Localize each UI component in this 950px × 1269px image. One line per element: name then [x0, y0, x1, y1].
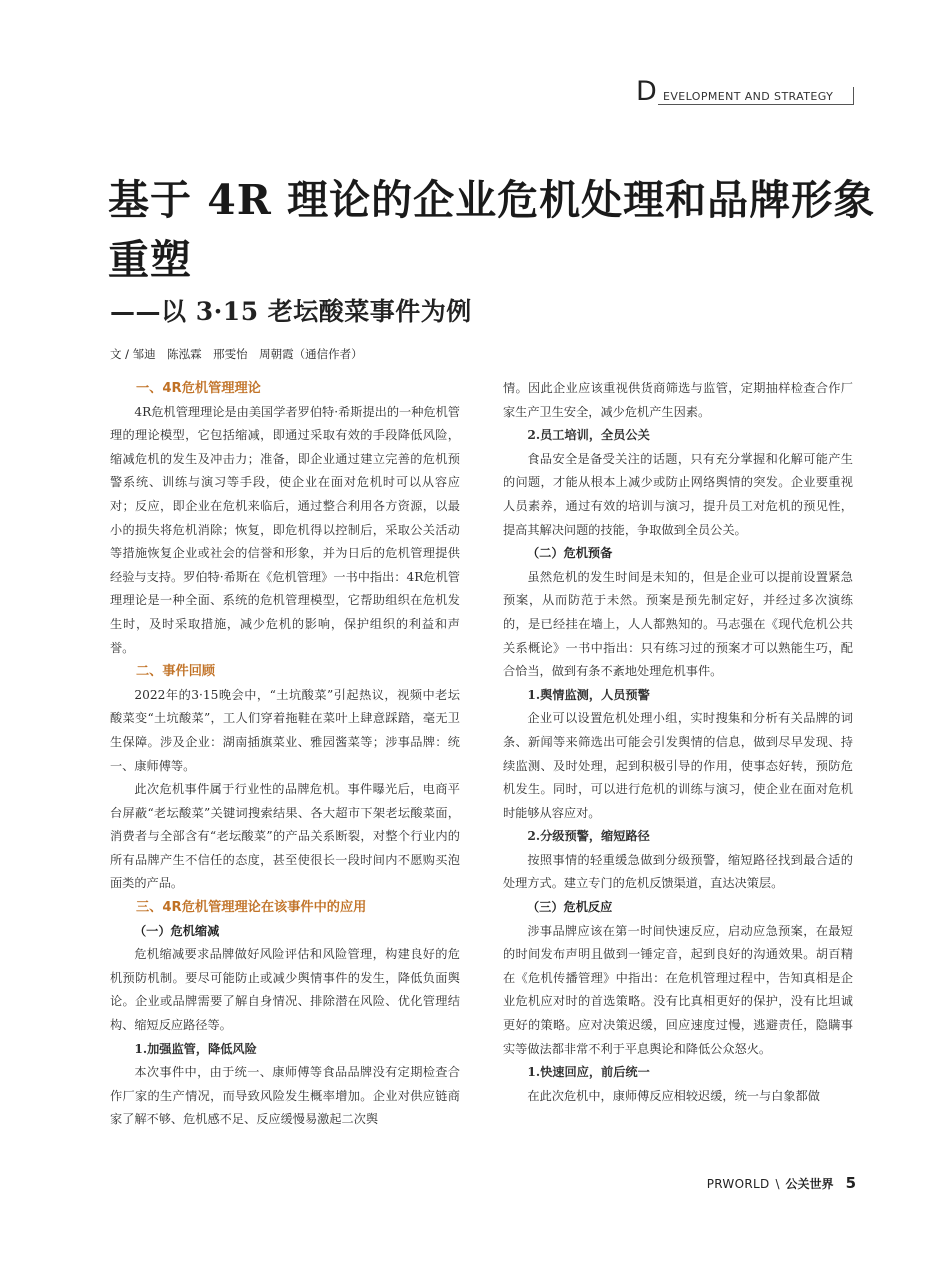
article-title: 基于 4R 理论的企业危机处理和品牌形象重塑	[108, 176, 876, 284]
paragraph: 企业可以设置危机处理小组，实时搜集和分析有关品牌的词条、新闻等来筛选出可能会引发舆情的信息，做到尽早发现、持续监测、及时处理，起到积极引导的作用，使事态好转，预防危机发生。同时，可以进行危机的训练与演习，使企业在面对危机时能够从容应对。	[503, 711, 853, 820]
point-heading: 2.员工培训，全员公关	[527, 428, 650, 443]
right-column	[503, 377, 853, 1108]
paragraph: 4R危机管理理论是由美国学者罗伯特·希斯提出的一种危机管理的理论模型，它包括缩减，即通过采取有效的手段降低风险，缩减危机的发生及冲击力；准备，即企业通过建立完善的危机预警系统、训练与演习等手段，使企业在面对危机时可以从容应对；反应，即企业在危机来临后，通过整合利用各方资源，以最小的损失将危机消除；恢复，即危机得以控制后，采取公关活动等措施恢复企业或社会的信誉和形象，并为日后的危机管理提供经验与支持。罗伯特·希斯在《危机管理》一书中指出：4R危机管理理论是一种全面、系统的危机管理模型，它帮助组织在危机发生时，及时采取措施，减少危机的影响，保护组织的利益和声誉。	[110, 404, 460, 655]
subsection-heading: （一）危机缩减	[134, 923, 220, 938]
footer-separator: \	[775, 1177, 780, 1191]
paragraph: 此次危机事件属于行业性的品牌危机。事件曝光后，电商平台屏蔽“老坛酸菜”关键词搜索结果、各大超市下架老坛酸菜面，消费者与全部含有“老坛酸菜”的产品关系断裂，对整个行业内的所有品牌产生不信任的态度，甚至使很长一段时间内不愿购买泡面类的产品。	[110, 782, 460, 891]
paragraph: 本次事件中，由于统一、康师傅等食品品牌没有定期检查合作厂家的生产情况，而导致风险发生概率增加。企业对供应链商家了解不够、危机感不足、反应缓慢易激起二次舆	[110, 1065, 460, 1127]
point-heading: 1.快速回应，前后统一	[527, 1065, 650, 1080]
page-number: 5	[845, 1174, 856, 1192]
section-heading: 二、事件回顾	[136, 664, 216, 680]
paragraph: 按照事情的轻重缓急做到分级预警，缩短路径找到最合适的处理方式。建立专门的危机反馈渠道，直达决策层。	[503, 852, 853, 891]
paragraph: 在此次危机中，康师傅反应相较迟缓，统一与白象都做	[527, 1088, 820, 1103]
paragraph: 涉事品牌应该在第一时间快速反应，启动应急预案，在最短的时间发布声明且做到一锤定音，起到良好的沟通效果。胡百精在《危机传播管理》中指出：在危机管理过程中，告知真相是企业危机应对时的首选策略。没有比真相更好的保护，没有比坦诚更好的策略。应对决策迟缓，回应速度过慢，逃避责任，隐瞒事实等做法都非常不利于平息舆论和降低公众怒火。	[503, 923, 853, 1056]
paragraph: 危机缩减要求品牌做好风险评估和风险管理，构建良好的危机预防机制。要尽可能防止或减少舆情事件的发生，降低负面舆论。企业或品牌需要了解自身情况、排除潜在风险、优化管理结构、缩短反应路径等。	[110, 947, 460, 1033]
paragraph: 食品安全是备受关注的话题，只有充分掌握和化解可能产生的问题，才能从根本上减少或防止网络舆情的突发。企业要重视人员素养，通过有效的培训与演习，提升员工对危机的预见性，提高其解决问题的技能，争取做到全员公关。	[503, 451, 853, 537]
section-heading: 三、4R危机管理理论在该事件中的应用	[136, 900, 367, 916]
header-rule	[658, 104, 854, 105]
footer-brand: PRWORLD	[706, 1177, 770, 1191]
point-heading: 2.分级预警，缩短路径	[527, 829, 650, 844]
article-authors: 文 / 邹迪 陈泓霖 邢雯怡 周朝霞（通信作者）	[110, 347, 363, 361]
paragraph: 2022年的3·15晚会中，“土坑酸菜”引起热议，视频中老坛酸菜变“土坑酸菜”，工人们穿着拖鞋在菜叶上肆意踩踏，毫无卫生保障。涉及企业：湖南插旗菜业、雅园酱菜等；涉事品牌：统一、康师傅等。	[110, 687, 460, 773]
article-subtitle: ——以 3·15 老坛酸菜事件为例	[110, 297, 472, 326]
point-heading: 1.舆情监测，人员预警	[527, 687, 650, 702]
point-heading: 1.加强监管，降低风险	[134, 1041, 257, 1056]
left-column	[110, 377, 460, 1132]
paragraph-continued: 情。因此企业应该重视供货商筛选与监管，定期抽样检查合作厂家生产卫生安全，减少危机产生因素。	[503, 381, 853, 419]
subsection-heading: （三）危机反应	[527, 900, 613, 915]
header-rule-vertical	[853, 87, 854, 105]
subsection-heading: （二）危机预备	[527, 546, 613, 561]
section-initial: D	[636, 76, 657, 107]
section-title: EVELOPMENT AND STRATEGY	[663, 90, 834, 103]
page-footer	[707, 1174, 856, 1192]
section-heading: 一、4R危机管理理论	[136, 381, 261, 396]
footer-journal-name: 公关世界	[785, 1177, 834, 1191]
paragraph: 虽然危机的发生时间是未知的，但是企业可以提前设置紧急预案，从而防范于未然。预案是预先制定好，并经过多次演练的，是已经挂在墙上，人人都熟知的。马志强在《现代危机公共关系概论》一书中指出：只有练习过的预案才可以熟能生巧，配合恰当，做到有条不紊地处理危机事件。	[503, 569, 853, 679]
